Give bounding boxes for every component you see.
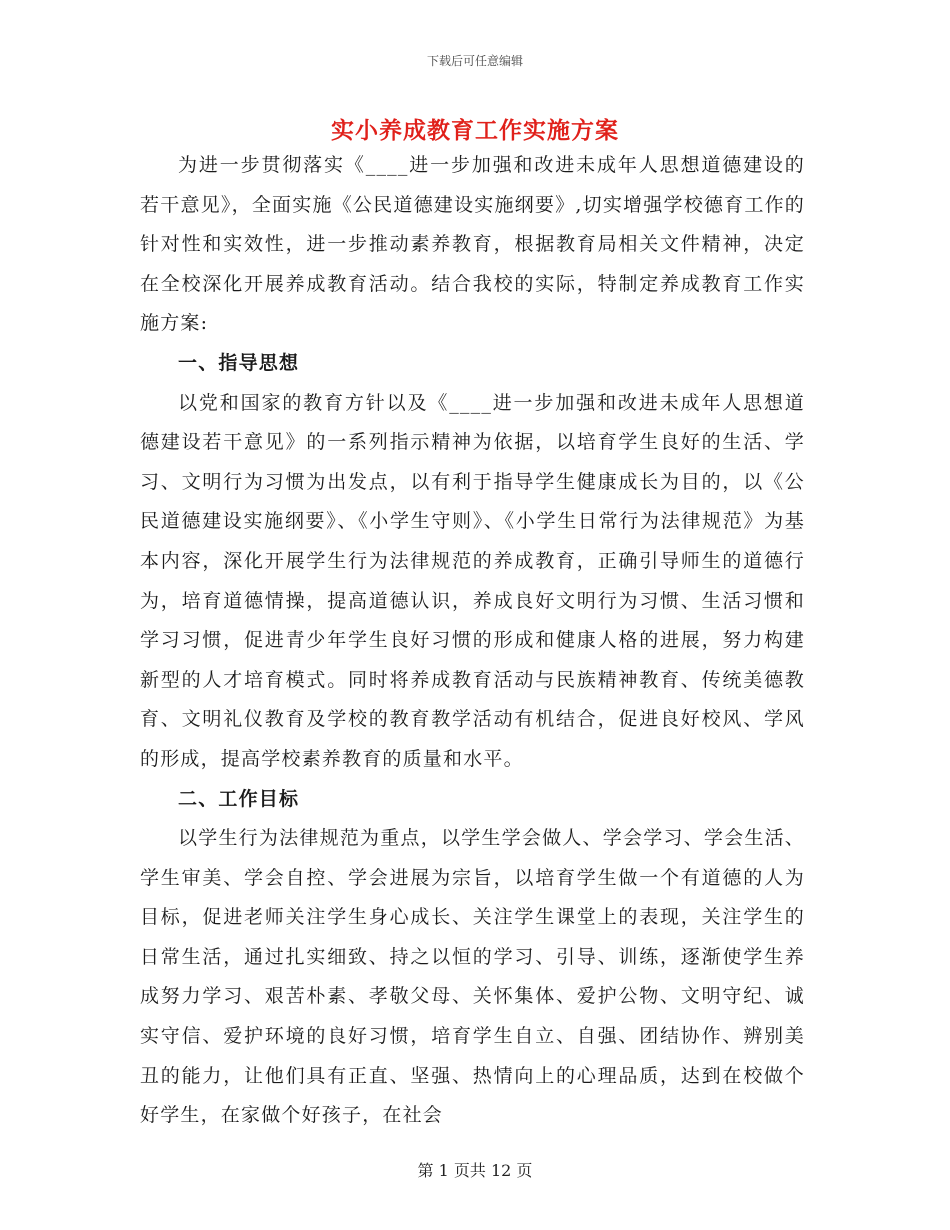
page-header-note: 下载后可任意编辑 bbox=[426, 54, 523, 68]
section-heading-work-goals: 二、工作目标 bbox=[178, 787, 300, 810]
section-heading-guiding-thought: 一、指导思想 bbox=[178, 351, 300, 374]
page-number: 第 1 页共 12 页 bbox=[417, 1161, 533, 1180]
section-body-work-goals: 以学生行为法律规范为重点，以学生学会做人、学会学习、学会生活、学生审美、学会自控、学会进展为宗旨，以培育学生做一个有道德的人为目标，促进老师关注学生身心成长、关注学生课堂上的表现，关注学生的日常生活，通过扎实细致、持之以恒的学习、引导、训练，逐渐使学生养成努力学习、艰苦朴素、孝敬父母、关怀集体、爱护公物、文明守纪、诚实守信、爱护环境的良好习惯，培育学生自立、自强、团结协作、辨别美丑的能力，让他们具有正直、坚强、热情向上的心理品质，达到在校做个好学生，在家做个好孩子，在社会 bbox=[140, 827, 805, 1127]
document-title: 实小养成教育工作实施方案 bbox=[331, 117, 619, 144]
intro-paragraph: 为进一步贯彻落实《____进一步加强和改进未成年人思想道德建设的若干意见》，全面实施《公民道德建设实施纲要》,切实增强学校德育工作的针对性和实效性，进一步推动素养教育，根据教育局相关文件精神，决定在全校深化开展养成教育活动。结合我校的实际，特制定养成教育工作实施方案: bbox=[140, 154, 805, 335]
section-body-guiding-thought: 以党和国家的教育方针以及《____进一步加强和改进未成年人思想道德建设若干意见》的一系列指示精神为依据，以培育学生良好的生活、学习、文明行为习惯为出发点，以有利于指导学生健康成长为目的，以《公民道德建设实施纲要》、《小学生守则》、《小学生日常行为法律规范》为基本内容，深化开展学生行为法律规范的养成教育，正确引导师生的道德行为，培育道德情操，提高道德认识，养成良好文明行为习惯、生活习惯和学习习惯，促进青少年学生良好习惯的形成和健康人格的进展，努力构建新型的人才培育模式。同时将养成教育活动与民族精神教育、传统美德教育、文明礼仪教育及学校的教育教学活动有机结合，促进良好校风、学风的形成，提高学校素养教育的质量和水平。 bbox=[140, 391, 805, 770]
document-body bbox=[140, 146, 805, 1136]
